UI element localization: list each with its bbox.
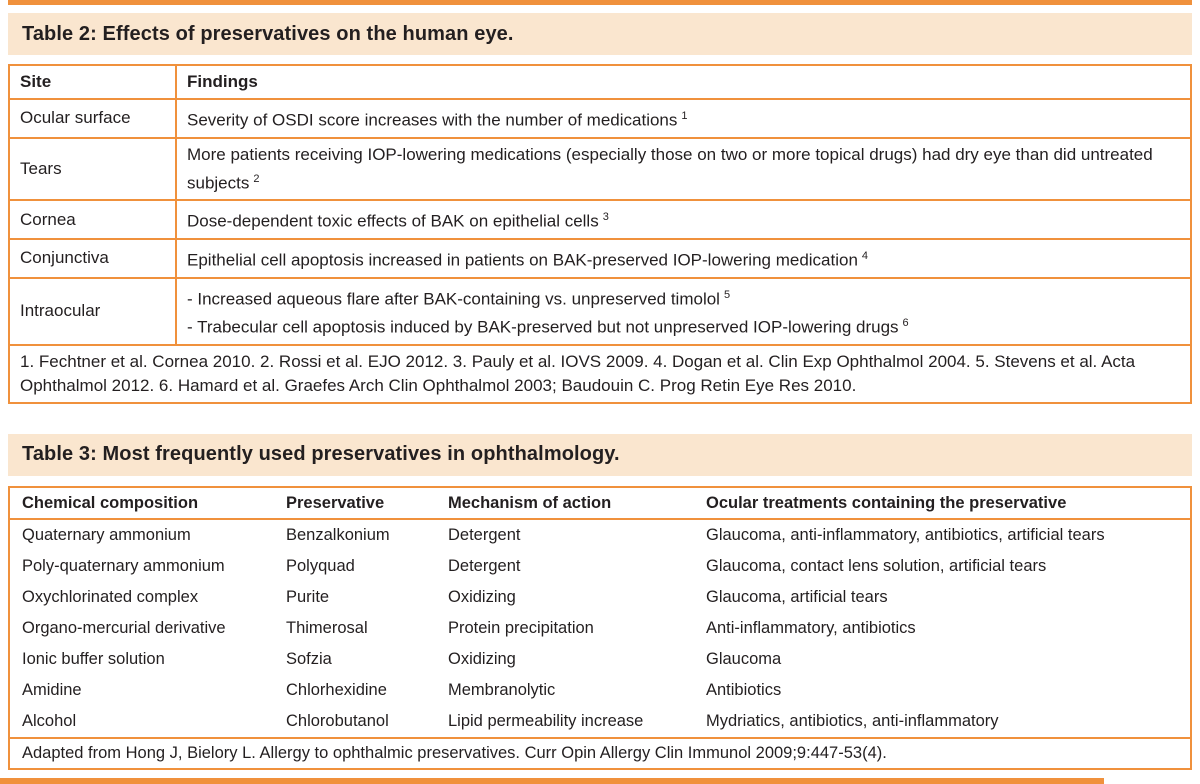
treatments-cell: Antibiotics [706, 680, 782, 699]
treatments-cell: Mydriatics, antibiotics, anti-inflammatory [706, 711, 999, 730]
mechanism-cell: Detergent [448, 525, 521, 544]
treatments-cell: Anti-inflammatory, antibiotics [706, 618, 916, 637]
table3-footnote: Adapted from Hong J, Bielory L. Allergy to ophthalmic preservatives. Curr Opin Allergy Clin Immunol 2009;9:447-53(4). [9, 738, 1191, 769]
site-cell: Conjunctiva [9, 239, 176, 278]
table-row-cornea [9, 200, 1191, 239]
bottom-rule [0, 778, 1104, 784]
finding-line: More patients receiving IOP-lowering medications (especially those on two or more topical drugs) had dry eye than did untreated subjects $^2$ [187, 144, 1153, 193]
table2-col-findings: Findings [176, 65, 1191, 99]
preservative-cell: Sofzia [286, 649, 332, 668]
mechanism-cell: Protein precipitation [448, 618, 594, 637]
preservative-cell: Chlorobutanol [286, 711, 389, 730]
reference-superscript: 3 [602, 211, 609, 224]
reference-superscript: 5 [723, 288, 731, 301]
mechanism-cell: Detergent [448, 556, 521, 575]
mechanism-cell: Lipid permeability increase [448, 711, 644, 730]
reference-superscript: 1 [681, 110, 688, 122]
mechanism-cell: Oxidizing [448, 587, 516, 606]
table-row-polyquad [9, 551, 1191, 582]
mechanism-cell: Oxidizing [448, 649, 516, 668]
chemical-cell: Organo-mercurial derivative [22, 618, 226, 637]
site-cell: Intraocular [9, 278, 176, 345]
reference-superscript: 2 [253, 172, 260, 185]
table3-header-row [9, 487, 1191, 519]
treatments-cell: Glaucoma, anti-inflammatory, antibiotics, artificial tears [706, 525, 1105, 544]
treatments-cell: Glaucoma, artificial tears [706, 587, 888, 606]
preservative-cell: Polyquad [286, 556, 355, 575]
site-cell: Tears [9, 138, 176, 201]
table3-col-chemical-composition: Chemical composition [9, 487, 274, 519]
table2-footnote-row [9, 345, 1191, 403]
table3-col-preservative: Preservative [274, 487, 436, 519]
preservative-cell: Chlorhexidine [286, 680, 387, 699]
table3-title: Table 3: Most frequently used preservatives in ophthalmology. [22, 443, 620, 466]
finding-line: Epithelial cell apoptosis increased in patients on BAK-preserved IOP-lowering medication $^4$ [187, 249, 869, 270]
table2-footnote: 1. Fechtner et al. Cornea 2010. 2. Rossi et al. EJO 2012. 3. Pauly et al. IOVS 2009. 4. Dogan et al. Clin Exp Ophthalmol 2004. 5. Stevens et al. Acta Ophthalmol 2012. 6. Hamard et al. Graefes Arch Clin Ophthalmol 2003; Baudouin C. Prog Retin Eye Res 2010. [9, 345, 1191, 403]
table-row-conjunctiva [9, 239, 1191, 278]
table2-header-row [9, 65, 1191, 99]
findings-cell [176, 138, 1191, 201]
top-rule [8, 0, 1192, 5]
table-row-tears [9, 138, 1191, 201]
table2 [8, 64, 1192, 404]
table3-col-mechanism: Mechanism of action [436, 487, 694, 519]
table2-title: Table 2: Effects of preservatives on the human eye. [22, 22, 514, 45]
findings-cell [176, 200, 1191, 239]
table2-title-band [8, 13, 1192, 55]
preservative-cell: Benzalkonium [286, 525, 390, 544]
site-cell: Ocular surface [9, 99, 176, 138]
finding-line: Dose-dependent toxic effects of BAK on epithelial cells $^3$ [187, 211, 609, 231]
chemical-cell: Amidine [22, 680, 82, 699]
preservative-cell: Thimerosal [286, 618, 368, 637]
chemical-cell: Alcohol [22, 711, 77, 730]
chemical-cell: Ionic buffer solution [22, 649, 165, 668]
preservative-cell: Purite [286, 587, 330, 606]
findings-cell [176, 239, 1191, 278]
table3-title-band [8, 434, 1192, 476]
table2-col-site: Site [9, 65, 176, 99]
table-row-ocular-surface [9, 99, 1191, 138]
chemical-cell: Poly-quaternary ammonium [22, 556, 225, 575]
reference-superscript: 4 [861, 249, 869, 262]
site-cell: Cornea [9, 200, 176, 239]
table-row-chlorhexidine [9, 675, 1191, 706]
chemical-cell: Oxychlorinated complex [22, 587, 199, 606]
treatments-cell: Glaucoma, contact lens solution, artificial tears [706, 556, 1047, 575]
treatments-cell: Glaucoma [706, 649, 782, 668]
mechanism-cell: Membranolytic [448, 680, 556, 699]
table-row-chlorobutanol [9, 706, 1191, 738]
reference-superscript: 6 [902, 317, 909, 330]
table-row-sofzia [9, 644, 1191, 675]
finding-line: - Trabecular cell apoptosis induced by BAK-preserved but not unpreserved IOP-lowering drugs $^6$ [187, 317, 909, 337]
table-row-purite [9, 582, 1191, 613]
finding-line: - Increased aqueous flare after BAK-containing vs. unpreserved timolol $^5$ [187, 288, 731, 309]
findings-cell [176, 99, 1191, 138]
findings-cell [176, 278, 1191, 345]
table-row-benzalkonium [9, 519, 1191, 551]
table3-footnote-row [9, 738, 1191, 769]
table-row-intraocular [9, 278, 1191, 345]
table3-col-treatments: Ocular treatments containing the preservative [694, 487, 1191, 519]
table3 [8, 486, 1192, 770]
finding-line: Severity of OSDI score increases with the number of medications $^1$ [187, 110, 688, 130]
chemical-cell: Quaternary ammonium [22, 525, 191, 544]
table-row-thimerosal [9, 613, 1191, 644]
